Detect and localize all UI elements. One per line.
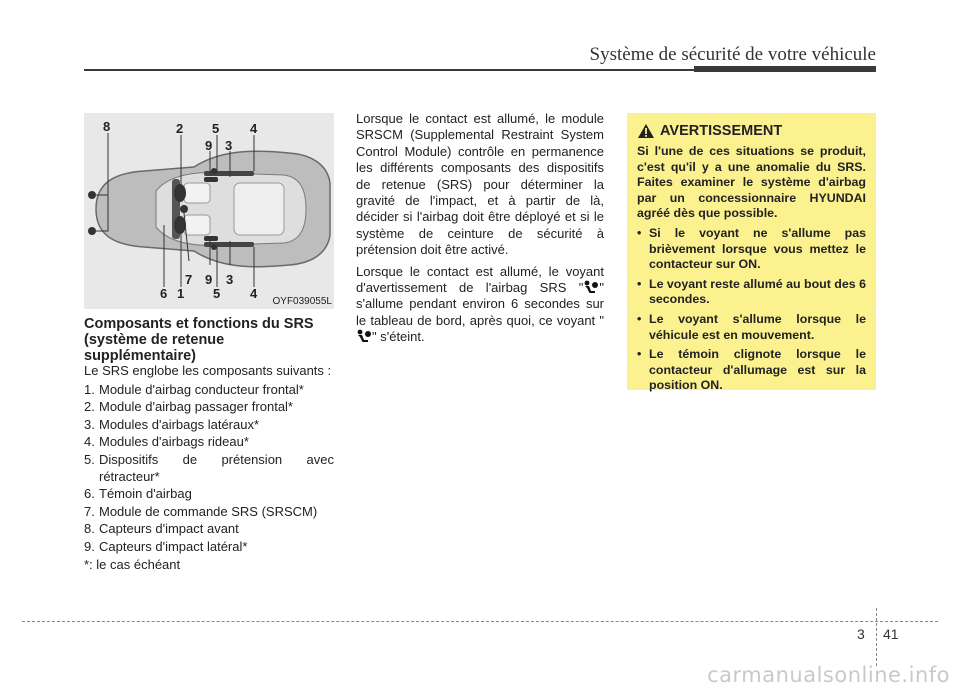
srscm-paragraph-2: Lorsque le contact est allumé, le voyant d'avertissement de l'airbag SRS " " s'allume pendant environ 6 secondes sur le tableau de bord, après quoi, ce voyant "" s'éteint. (356, 263, 604, 345)
srs-components-text (84, 363, 334, 575)
callout-7: 7 (185, 272, 193, 287)
callout-6: 6 (160, 286, 168, 301)
footnote: *: le cas échéant (84, 556, 181, 572)
components-list (84, 382, 334, 556)
footer-divider (876, 608, 877, 666)
warning-box (627, 113, 876, 393)
callout-5-top: 5 (212, 121, 220, 136)
list-item: 6. Témoin d'airbag (84, 486, 192, 502)
list-item: 8. Capteurs d'impact avant (84, 521, 239, 537)
callout-9-bottom: 9 (205, 272, 213, 287)
callout-8: 8 (103, 119, 111, 134)
airbag-warning-icon (356, 329, 372, 344)
list-item: • Le témoin clignote lorsque le contacteur d'allumage est sur la position ON. (637, 347, 866, 393)
callout-2: 2 (176, 121, 184, 136)
callout-3-bottom: 3 (226, 272, 234, 287)
callout-1: 1 (177, 286, 185, 301)
callout-9-top: 9 (205, 138, 213, 153)
list-item: • Le voyant s'allume lorsque le véhicule est en mouvement. (637, 311, 866, 342)
callout-4-top: 4 (250, 121, 258, 136)
warning-body (637, 144, 866, 394)
list-item: • Si le voyant ne s'allume pas brièvement lorsque vous mettez le contacteur sur ON. (637, 225, 866, 272)
warning-header (637, 123, 866, 139)
warning-triangle-icon (637, 123, 655, 139)
airbag-diagram (84, 113, 334, 309)
header-rule-thin (84, 69, 694, 71)
srscm-paragraph-1: Lorsque le contact est allumé, le module SRSCM (Supplemental Restraint System Control Module) contrôle en permanence les différents composants des dispositifs de retenue (SRS) pour déterminer la gravité de l'impact, et à partir de là, décider si l'airbag doit être déployé et si le système de ceinture de sécurité à prétension doit être activé. (356, 111, 604, 258)
chapter-number: 3 (857, 626, 865, 642)
warning-intro: Si l'une de ces situations se produit, c'est qu'il y a une anomalie du SRS. Faites examiner le système d'airbag par un concessionnaire HYUNDAI agréé dès que possible. (637, 144, 866, 221)
list-item: 9. Capteurs d'impact latéral* (84, 538, 248, 554)
list-item: 1. Module d'airbag conducteur frontal* (84, 381, 304, 397)
warning-title: AVERTISSEMENT (660, 123, 783, 139)
list-item: 5. Dispositifs de prétension avec rétracteur* (84, 451, 334, 484)
figure-code: OYF039055L (272, 296, 332, 307)
page-number: 41 (883, 626, 899, 642)
watermark-text: carmanualsonline.info (707, 663, 950, 687)
callout-5-bottom: 5 (213, 286, 221, 301)
callout-3-top: 3 (225, 138, 233, 153)
srscm-description (356, 111, 604, 351)
callout-4-bottom: 4 (250, 286, 258, 301)
list-item: • Le voyant reste allumé au bout des 6 secondes. (637, 276, 866, 307)
list-item: 7. Module de commande SRS (SRSCM) (84, 503, 318, 519)
list-item: 4. Modules d'airbags rideau* (84, 434, 249, 450)
warning-list (637, 226, 866, 394)
list-item: 2. Module d'airbag passager frontal* (84, 399, 293, 415)
section-title: Composants et fonctions du SRS (système de retenue supplémentaire) (84, 316, 314, 364)
footer-rule (22, 621, 938, 622)
header-rule-thick (694, 66, 876, 72)
page-header-title: Système de sécurité de votre véhicule (589, 44, 876, 65)
list-item: 3. Modules d'airbags latéraux* (84, 416, 260, 432)
airbag-warning-icon (583, 280, 599, 295)
components-intro: Le SRS englobe les composants suivants : (84, 363, 332, 378)
